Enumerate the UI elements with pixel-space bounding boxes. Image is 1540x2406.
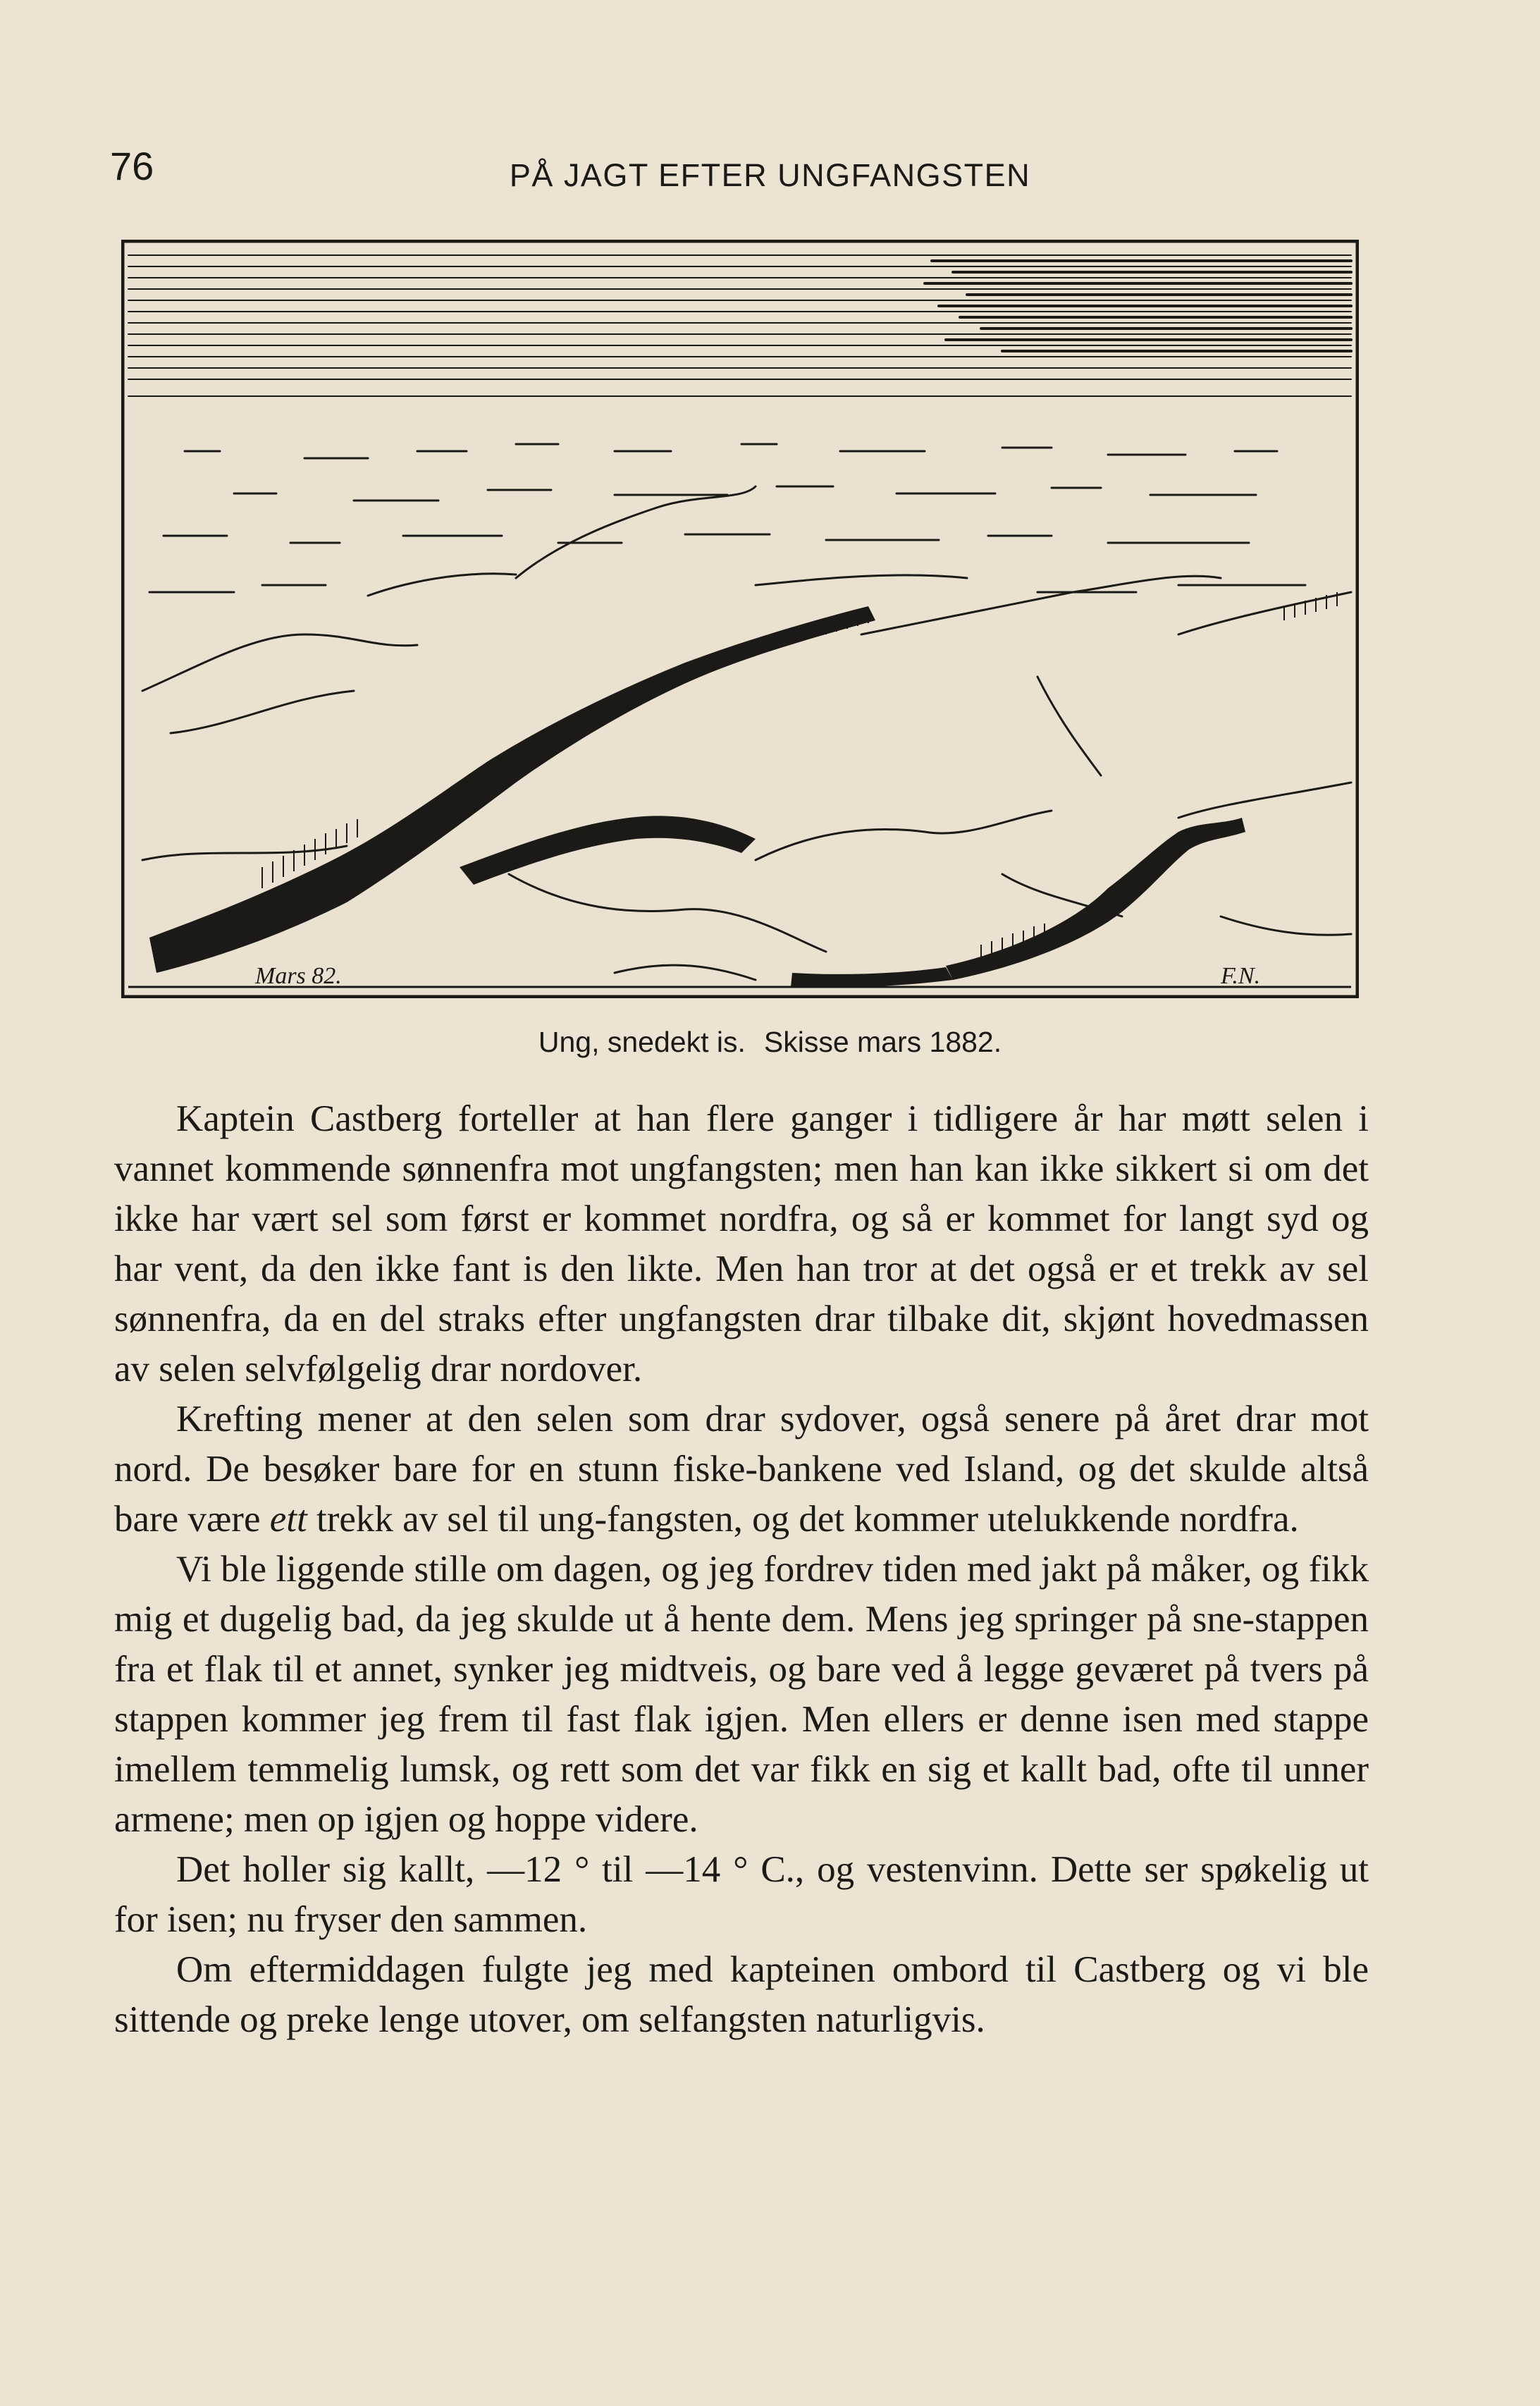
running-head: PÅ JAGT EFTER UNGFANGSTEN	[509, 157, 1031, 193]
figure-caption	[0, 1025, 1540, 1060]
paragraph-2-text-before: Krefting mener at den selen som drar sydover, også senere på året drar mot nord. De besøker bare for en stunn fiske-bankene ved Island, og det skulde altså bare være	[114, 1399, 1369, 1540]
ice-sketch-figure	[121, 240, 1359, 998]
paragraph-4: Det holler sig kallt, —12 ° til —14 ° C., og vestenvinn. Dette ser spøkelig ut for isen; nu fryser den sammen.	[114, 1849, 1369, 1940]
signature-right: F.N.	[1221, 963, 1261, 989]
caption-title: Ung, snedekt is.	[538, 1026, 746, 1058]
paragraph-2-text-after: trekk av sel til ung-fangsten, og det kommer utelukkende nordfra.	[307, 1499, 1299, 1540]
paragraph-5: Om eftermiddagen fulgte jeg med kapteinen ombord til Castberg og vi ble sittende og preke lenge utover, om selfangsten naturligvis.	[114, 1949, 1369, 2040]
ice-sketch-illustration	[121, 240, 1359, 998]
page-number: 76	[110, 144, 154, 188]
signature-left: Mars 82.	[255, 963, 342, 989]
paragraph-1: Kaptein Castberg forteller at han flere ganger i tidligere år har møtt selen i vannet kommende sønnenfra mot ungfangsten; men han kan ikke sikkert si om det ikke har vært sel som først er kommet nordfra, og så er kommet for langt syd og har vent, da den ikke fant is den likte. Men han tror at det også er et trekk av sel sønnenfra, da en del straks efter ungfangsten drar tilbake dit, skjønt hovedmassen av selen selvfølgelig drar nordover.	[114, 1098, 1369, 1389]
paragraph-2	[114, 1394, 1369, 1545]
caption-date: Skisse mars 1882.	[763, 1026, 1002, 1058]
body-text	[114, 1094, 1369, 2045]
paragraph-3: Vi ble liggende stille om dagen, og jeg fordrev tiden med jakt på måker, og fikk mig et dugelig bad, da jeg skulde ut å hente dem. Mens jeg springer på sne-stappen fra et flak til et annet, synker jeg midtveis, og bare ved å legge geværet på tvers på stappen kommer jeg frem til fast flak igjen. Men ellers er denne isen med stappe imellem temmelig lumsk, og rett som det var fikk en sig et kallt bad, ofte til unner armene; men op igjen og hoppe videre.	[114, 1549, 1369, 1840]
emphasis-ett: ett	[269, 1499, 307, 1540]
